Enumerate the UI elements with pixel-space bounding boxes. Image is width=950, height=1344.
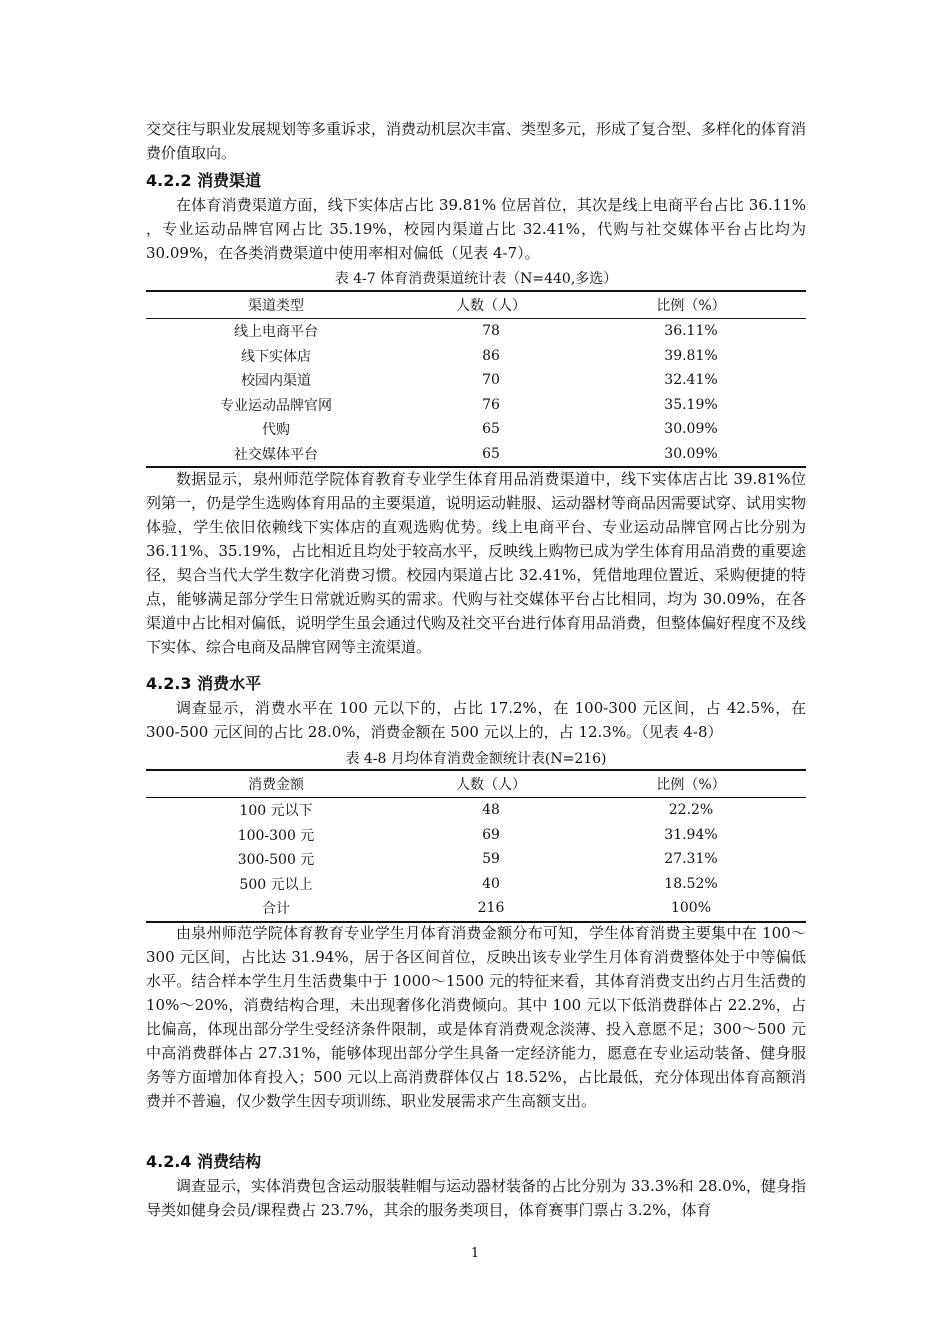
table-cell: 32.41% bbox=[664, 372, 718, 389]
column-header: 渠道类型 bbox=[146, 291, 406, 319]
table-cell: 22.2% bbox=[668, 802, 714, 819]
table-header-row bbox=[146, 291, 806, 319]
table-cell: 线上电商平台 bbox=[234, 324, 318, 341]
table-header-row bbox=[146, 770, 806, 798]
table-cell: 86 bbox=[482, 347, 500, 364]
table-row bbox=[146, 872, 806, 897]
table-cell: 69 bbox=[482, 826, 500, 843]
table-cell: 500 元以上 bbox=[239, 876, 313, 893]
intro-paragraph: 交交往与职业发展规划等多重诉求，消费动机层次丰富、类型多元，形成了复合型、多样化的体育消费价值取向。 bbox=[146, 120, 807, 162]
table-cell: 36.11% bbox=[664, 323, 718, 340]
page-number: 1 bbox=[470, 1246, 480, 1261]
table-row bbox=[146, 393, 806, 418]
section-heading-4-2-3: 4.2.3 消费水平 bbox=[146, 674, 262, 693]
column-header: 人数（人） bbox=[406, 291, 576, 319]
table-4-7-caption: 表 4-7 体育消费渠道统计表（N=440,多选） bbox=[334, 271, 618, 287]
section-heading-4-2-4: 4.2.4 消费结构 bbox=[146, 1152, 262, 1171]
level-analysis-paragraph: 由泉州师范学院体育教育专业学生月体育消费金额分布可知，学生体育消费主要集中在 100～300 元区间，占比达 31.94%，居于各区间首位，反映出该专业学生月体育消费整体处于中等偏低水平。结合样本学生月生活费集中于 1000～1500 元的特征来看，其体育消费支出约占月生活费的 10%～20%，消费结构合理，未出现奢侈化消费倾向。其中 100 元以下低消费群体占 22.2%，占比偏高，体现出部分学生受经济条件限制，或是体育消费观念淡薄、投入意愿不足；300～500 元中高消费群体占 27.31%，能够体现出部分学生具备一定经济能力，愿意在专业运动装备、健身服务等方面增加体育投入；500 元以上高消费群体仅占 18.52%，占比最低，充分体现出体育高额消费并不普遍，仅少数学生因专项训练、职业发展需求产生高额支出。 bbox=[146, 924, 806, 1110]
section-heading-4-2-2: 4.2.2 消费渠道 bbox=[146, 171, 262, 190]
table-cell: 48 bbox=[482, 802, 500, 819]
table-cell: 18.52% bbox=[664, 875, 718, 892]
column-header: 比例（%） bbox=[576, 770, 806, 798]
table-cell: 代购 bbox=[262, 422, 290, 439]
table-cell: 65 bbox=[482, 421, 500, 438]
table-cell: 线下实体店 bbox=[241, 348, 311, 365]
table-row bbox=[146, 847, 806, 872]
table-row bbox=[146, 344, 806, 369]
table-cell: 社交媒体平台 bbox=[146, 442, 406, 468]
table-cell: 合计 bbox=[146, 896, 406, 922]
table-row bbox=[146, 442, 806, 468]
table-cell: 39.81% bbox=[664, 347, 718, 364]
table-row bbox=[146, 417, 806, 442]
table-cell: 59 bbox=[482, 851, 500, 868]
table-cell: 78 bbox=[482, 323, 500, 340]
table-row bbox=[146, 319, 806, 344]
table-4-8 bbox=[146, 769, 806, 923]
channel-intro-paragraph: 在体育消费渠道方面，线下实体店占比 39.81% 位居首位，其次是线上电商平台占比 36.11% ，专业运动品牌官网占比 35.19%，校园内渠道占比 32.41%，代购与社交媒体平台占比均为 30.09%，在各类消费渠道中使用率相对偏低（见表 4-7）。 bbox=[146, 196, 806, 262]
column-header: 消费金额 bbox=[146, 770, 406, 798]
table-row bbox=[146, 823, 806, 848]
table-4-8-caption: 表 4-8 月均体育消费金额统计表(N=216) bbox=[345, 751, 607, 767]
table-cell: 100 元以下 bbox=[239, 803, 313, 820]
table-cell: 100-300 元 bbox=[237, 827, 315, 844]
structure-intro-paragraph: 调查显示，实体消费包含运动服装鞋帽与运动器材装备的占比分别为 33.3%和 28.0%，健身指导类如健身会员/课程费占 23.7%，其余的服务类项目，体育赛事门票占 3.2%，体育 bbox=[146, 1177, 806, 1219]
table-4-7 bbox=[146, 290, 806, 468]
table-cell: 27.31% bbox=[664, 851, 718, 868]
table-cell: 300-500 元 bbox=[237, 852, 315, 869]
table-row bbox=[146, 798, 806, 823]
table-cell: 专业运动品牌官网 bbox=[220, 397, 332, 414]
column-header: 比例（%） bbox=[576, 291, 806, 319]
table-cell: 76 bbox=[482, 396, 500, 413]
table-cell: 65 bbox=[406, 442, 576, 468]
table-cell: 30.09% bbox=[664, 421, 718, 438]
table-cell: 216 bbox=[406, 896, 576, 922]
table-cell: 70 bbox=[482, 372, 500, 389]
table-cell: 35.19% bbox=[664, 396, 718, 413]
table-row bbox=[146, 896, 806, 922]
channel-analysis-paragraph: 数据显示，泉州师范学院体育教育专业学生体育用品消费渠道中，线下实体店占比 39.81%位列第一，仍是学生选购体育用品的主要渠道，说明运动鞋服、运动器材等商品因需要试穿、试用实物体验，学生依旧依赖线下实体店的直观选购优势。线上电商平台、专业运动品牌官网占比分别为 36.11%、35.19%，占比相近且均处于较高水平，反映线上购物已成为学生体育用品消费的重要途径，契合当代大学生数字化消费习惯。校园内渠道占比 32.41%，凭借地理位置近、采购便捷的特点，能够满足部分学生日常就近购买的需求。代购与社交媒体平台占比相同，均为 30.09%，在各渠道中占比相对偏低，说明学生虽会通过代购及社交平台进行体育用品消费，但整体偏好程度不及线下实体、综合电商及品牌官网等主流渠道。 bbox=[146, 470, 807, 656]
table-cell: 校园内渠道 bbox=[241, 373, 311, 390]
column-header: 人数（人） bbox=[406, 770, 576, 798]
table-cell: 30.09% bbox=[576, 442, 806, 468]
level-intro-paragraph: 调查显示，消费水平在 100 元以下的，占比 17.2%，在 100-300 元区间，占 42.5%，在 300-500 元区间的占比 28.0%，消费金额在 500 元以上的，占 12.3%。（见表 4-8） bbox=[146, 699, 806, 741]
table-cell: 31.94% bbox=[664, 826, 718, 843]
table-cell: 100% bbox=[576, 896, 806, 922]
table-row bbox=[146, 368, 806, 393]
table-cell: 40 bbox=[482, 875, 500, 892]
